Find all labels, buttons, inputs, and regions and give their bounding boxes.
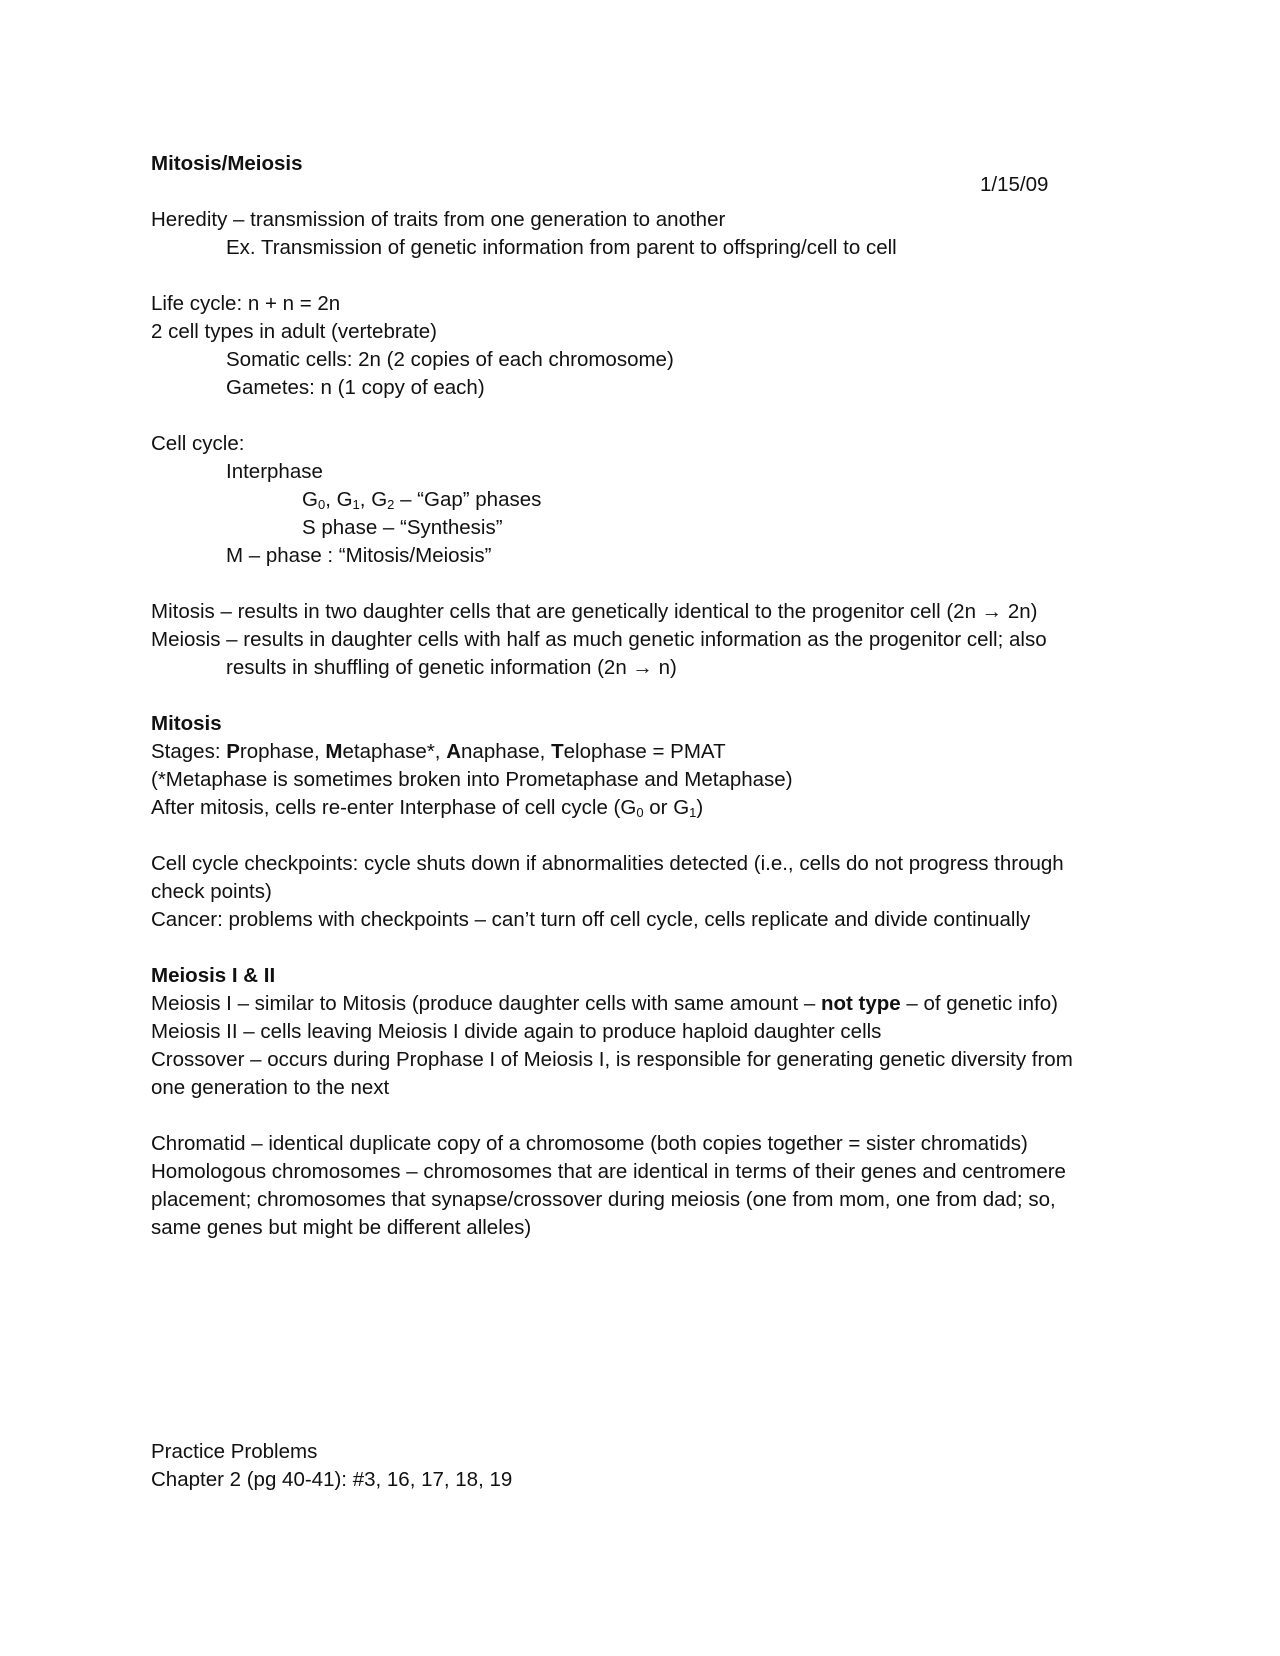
date: 1/15/09	[980, 172, 1049, 196]
practice-heading: Practice Problems	[151, 1440, 318, 1463]
meiosis-result-line: Meiosis – results in daughter cells with half as much genetic information as the progenitor cell; also	[151, 628, 1047, 651]
mitosis-heading: Mitosis	[151, 712, 222, 735]
after-subscript-0: 0	[636, 805, 644, 820]
life-cycle-line: Life cycle: n + n = 2n	[151, 292, 341, 315]
cell-cycle-heading: Cell cycle:	[151, 432, 245, 455]
gap-g2: G	[371, 488, 388, 511]
meiosis-i-text-a: Meiosis I – similar to Mitosis (produce daughter cells with same amount –	[151, 992, 821, 1015]
meiosis-i-bold: not type	[820, 992, 901, 1015]
practice-line: Chapter 2 (pg 40-41): #3, 16, 17, 18, 19	[151, 1468, 513, 1491]
m-phase-line: M – phase : “Mitosis/Meiosis”	[226, 544, 492, 567]
gap-comma-2: ,	[359, 488, 372, 511]
chromatid-line: Chromatid – identical duplicate copy of a chromosome (both copies together = sister chromatids)	[151, 1132, 1028, 1155]
stage-t-initial: T	[551, 740, 564, 763]
somatic-cells-line: Somatic cells: 2n (2 copies of each chromosome)	[226, 348, 674, 371]
gap-g0: G	[302, 488, 318, 511]
homologous-continuation-1: placement; chromosomes that synapse/crossover during meiosis (one from mom, one from dad; so,	[151, 1188, 1056, 1211]
stage-metaphase: etaphase*,	[342, 740, 447, 763]
cancer-line: Cancer: problems with checkpoints – can’t turn off cell cycle, cells replicate and divide continually	[151, 908, 1031, 931]
after-mitosis-end: )	[696, 796, 704, 819]
meiosis-i-line	[151, 991, 1058, 1017]
stage-a-initial: A	[446, 740, 462, 763]
gap-comma-1: ,	[325, 488, 337, 511]
checkpoints-line: Cell cycle checkpoints: cycle shuts down if abnormalities detected (i.e., cells do not progress through	[151, 852, 1064, 875]
meiosis-result-continuation: results in shuffling of genetic information (2n → n)	[226, 656, 677, 679]
stage-p-initial: P	[226, 740, 240, 763]
heredity-example: Ex. Transmission of genetic information from parent to offspring/cell to cell	[226, 236, 897, 259]
page-title: Mitosis/Meiosis	[151, 152, 303, 175]
after-subscript-1: 1	[689, 805, 697, 820]
stage-anaphase: naphase,	[461, 740, 552, 763]
stage-telophase: elophase = PMAT	[563, 740, 726, 763]
meiosis-ii-line: Meiosis II – cells leaving Meiosis I divide again to produce haploid daughter cells	[151, 1020, 882, 1043]
stage-m-initial: M	[325, 740, 343, 763]
meiosis-heading: Meiosis I & II	[151, 964, 276, 987]
homologous-continuation-2: same genes but might be different alleles)	[151, 1216, 532, 1239]
heredity-definition: Heredity – transmission of traits from one generation to another	[151, 208, 726, 231]
s-phase-line: S phase – “Synthesis”	[302, 516, 503, 539]
checkpoints-continuation: check points)	[151, 880, 272, 903]
gap-g1: G	[336, 488, 353, 511]
gap-phases-label: – “Gap” phases	[394, 488, 542, 511]
crossover-line: Crossover – occurs during Prophase I of Meiosis I, is responsible for generating genetic diversity from	[151, 1048, 1073, 1071]
cell-types-line: 2 cell types in adult (vertebrate)	[151, 320, 437, 343]
subscript-2: 2	[387, 497, 395, 512]
mitosis-result-line: Mitosis – results in two daughter cells that are genetically identical to the progenitor cell (2n → 2n)	[151, 600, 1038, 623]
subscript-1: 1	[352, 497, 360, 512]
crossover-continuation: one generation to the next	[151, 1076, 390, 1099]
gametes-line: Gametes: n (1 copy of each)	[226, 376, 485, 399]
after-mitosis-prefix: After mitosis, cells re-enter Interphase of cell cycle (G	[151, 796, 637, 819]
mitosis-stages-line	[151, 739, 726, 765]
metaphase-note: (*Metaphase is sometimes broken into Prometaphase and Metaphase)	[151, 768, 793, 791]
homologous-line: Homologous chromosomes – chromosomes that are identical in terms of their genes and centromere	[151, 1160, 1066, 1183]
subscript-0: 0	[317, 497, 326, 512]
meiosis-i-text-b: – of genetic info)	[900, 992, 1058, 1015]
interphase-line: Interphase	[226, 460, 323, 483]
after-mitosis-line	[151, 795, 703, 821]
gap-phases-line	[302, 487, 541, 513]
after-mitosis-mid: or G	[643, 796, 690, 819]
stage-prophase: rophase,	[239, 740, 326, 763]
stages-prefix: Stages:	[151, 740, 227, 763]
